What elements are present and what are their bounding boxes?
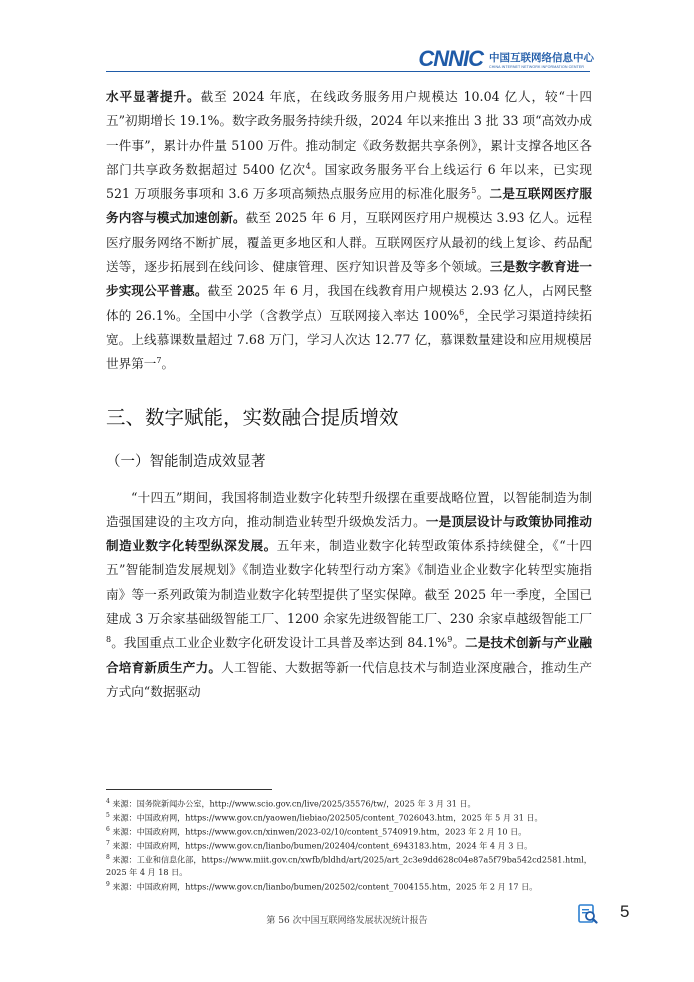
footnote-number: 5 [106,812,110,820]
footnote [106,824,592,838]
footnote [106,796,592,810]
header-rule [106,71,590,72]
footnote-ref[interactable]: 5 [471,186,477,195]
footnote [106,838,592,852]
header-logo [418,40,594,70]
footnote-ref[interactable]: 7 [156,356,162,366]
text-run: ，全民学习渠道持续拓宽。上线慕课数量超过 7.68 万门，学习人次达 12.77 亿，慕课数量建设和应用规模居世界第一 [106,307,592,372]
text-run: 截至 2025 年 6 月，互联网医疗用户规模达 3.93 亿人。远程医疗服务网络不断扩展，覆盖更多地区和人群。互联网医疗从最初的线上复诊、药品配送等，逐步拓展到在线问诊、健康管理、医疗知识普及等多个领域。 [106,210,593,275]
main-content [106,85,592,704]
text-run: 。国家政务服务平台上线运行 6 年以来，已实现 521 万项服务事项和 3.6 万多项高频热点服务应用的标准化服务 [106,161,592,202]
subsection-title: （一）智能制造成效显著 [106,453,266,470]
text-run: “十四五”期间，我国将制造业数字化转型升级摆在重要战略位置，以智能制造为制造强国建设的主攻方向，推动制造业转型升级焕发活力。 [106,489,592,529]
page-number: 5 [620,902,630,921]
logo-chinese-name: 中国互联网络信息中心 [489,52,594,64]
footnotes [106,796,592,893]
footnote-number: 6 [106,826,110,834]
footnote-text: 来源：中国政府网，https://www.gov.cn/xinwen/2023-02/10/content_5740919.htm，2023 年 2 月 10 日。 [112,826,527,837]
paragraph-smart-manufacturing [106,486,592,705]
footer-report-title: 第 56 次中国互联网络发展状况统计报告 [266,916,428,926]
footnote [106,879,592,893]
footnote-number: 9 [106,880,110,888]
footnote-ref[interactable]: 9 [447,635,453,645]
bold-heading: 一是顶层设计与政策协同推动制造业数字化转型纵深发展。 [106,513,593,554]
bold-heading: 三是数字教育进一步实现公平普惠。 [106,259,593,299]
paragraph-digital-services [106,85,592,377]
footnote-number: 4 [106,798,110,805]
bold-heading: 水平显著提升。 [106,89,201,104]
footnote-ref[interactable]: 4 [305,161,311,171]
footnote-number: 8 [106,854,110,862]
footnote-text: 来源：国务院新闻办公室，http://www.scio.gov.cn/live/2025/35576/tw/，2025 年 3 月 31 日。 [112,798,476,809]
footnote-rule [106,789,272,790]
text-run: 。我国重点工业企业数字化研发设计工具普及率达到 84.1% [111,635,448,651]
logo-english-name: CHINA INTERNET NETWORK INFORMATION CENTER [489,65,585,69]
cnnic-logo-mark: CNNIC [418,46,483,71]
logo-text [489,52,594,70]
bold-heading: 二是互联网医疗服务内容与模式加速创新。 [106,186,593,226]
magnifier-report-icon [578,904,598,924]
footnote-text: 来源：中国政府网，https://www.gov.cn/lianbo/bumen/202404/content_6943183.htm，2024 年 4 月 3 日。 [112,840,533,851]
text-run: 五年来，制造业数字化转型政策体系持续健全，《“十四五”智能制造发展规划》《制造业数字化转型行动方案》《制造业企业数字化转型实施指南》等一系列政策为制造业数字化转型提供了坚实保障。截至 2025 年一季度，全国已建成 3 万余家基础级智能工厂、1200 余家先进级智能工厂、230 余家卓越级智能工厂 [106,538,593,627]
text-run: 截至 2024 年底，在线政务服务用户规模达 10.04 亿人，较“十四五”初期增长 19.1%。数字政务服务持续升级，2024 年以来推出 3 批 33 项“高效办成一件事”，累计办件量 5100 万件。推动制定《政务数据共享条例》，累计支撑各地区各部门共享政务数据超过 5400 亿次 [106,89,593,177]
footnote [106,852,592,879]
text-run: 。 [476,186,490,202]
text-run: 人工智能、大数据等新一代信息技术与制造业深度融合，推动生产方式向“数据驱动 [106,659,593,699]
footnote-ref[interactable]: 6 [459,307,465,317]
text-run: 。 [161,356,175,372]
footnote [106,810,592,824]
footnote-text: 来源：工业和信息化部，https://www.miit.gov.cn/xwfb/bldhd/art/2025/art_2c3e9dd628c04e87a5f79ba542cd2581.html，2025 年 4 月 18 日。 [106,855,592,878]
text-run: 。 [452,635,466,651]
section-title: 三、数字赋能，实数融合提质增效 [106,405,399,429]
text-run: 截至 2025 年 6 月，我国在线教育用户规模达 2.93 亿人，占网民整体的 26.1%。全国中小学（含教学点）互联网接入率达 100% [106,283,593,323]
bold-heading: 二是技术创新与产业融合培育新质生产力。 [106,635,593,675]
footnote-text: 来源：中国政府网，https://www.gov.cn/yaowen/liebiao/202505/content_7026043.htm，2025 年 5 月 31 日。 [112,812,543,823]
footnote-text: 来源：中国政府网，https://www.gov.cn/lianbo/bumen/202502/content_7004155.htm，2025 年 2 月 17 日。 [112,881,538,892]
footnote-ref[interactable]: 8 [106,635,112,645]
footnote-number: 7 [106,840,110,848]
